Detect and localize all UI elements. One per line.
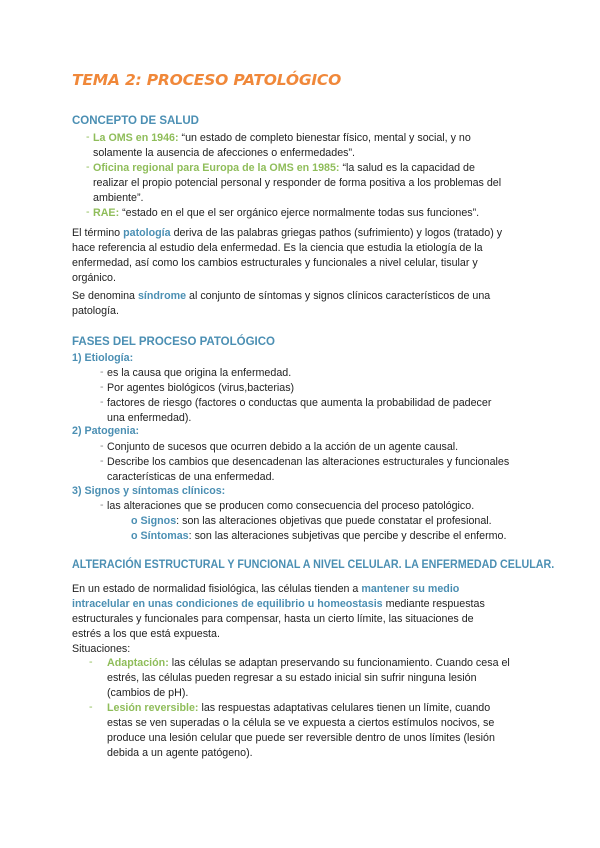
list-item: Por agentes biológicos (virus,bacterias) (107, 382, 295, 394)
list-item-oms-1946: La OMS en 1946: “un estado de completo bienestar físico, mental y social, y no solamente la ausencia de afecciones o enfermedades”. (93, 132, 471, 159)
list-item: Conjunto de sucesos que ocurren debido a la acción de un agente causal. (107, 441, 459, 453)
list-item: las alteraciones que se producen como consecuencia del proceso patológico. (107, 500, 475, 512)
subheading-etiologia: 1) Etiología: (72, 352, 134, 364)
list-dash: - (100, 381, 104, 393)
subheading-signos: 3) Signos y síntomas clínicos: (72, 485, 226, 497)
section-heading-alteracion: ALTERACIÓN ESTRUCTURAL Y FUNCIONAL A NIVEL CELULAR. LA ENFERMEDAD CELULAR. (72, 557, 555, 571)
list-item-adaptacion: Adaptación: las células se adaptan preservando su funcionamiento. Cuando cesa el estrés, las células pueden regresar a su estado inicial sin sufrir ninguna lesión (cambios de pH). (107, 657, 510, 699)
list-dash: - (89, 701, 93, 713)
list-dash: - (100, 499, 104, 511)
list-dash: - (100, 396, 104, 408)
page-title: TEMA 2: PROCESO PATOLÓGICO (72, 71, 342, 89)
section-heading-fases: FASES DEL PROCESO PATOLÓGICO (72, 336, 275, 348)
subheading-patogenia: 2) Patogenia: (72, 425, 140, 437)
list-dash: - (100, 440, 104, 452)
list-item: factores de riesgo (factores o conductas que aumenta la probabilidad de padecer una enfermedad). (107, 397, 492, 424)
sub-list-item-sintomas: o Síntomas: son las alteraciones subjetivas que percibe y describe el enfermo. (131, 530, 507, 542)
paragraph-sindrome: Se denomina síndrome al conjunto de síntomas y signos clínicos característicos de una patología. (72, 290, 491, 317)
paragraph-patologia: El término patología deriva de las palabras griegas pathos (sufrimiento) y logos (tratado) y hace referencia al estudio dela enfermedad. Es la ciencia que estudia la etiología de la enfermedad, así como los cambios estructurales y funcionales a nivel celular, tisular y orgánico. (72, 227, 503, 284)
section-heading-concepto: CONCEPTO DE SALUD (72, 115, 199, 127)
list-item-lesion-reversible: Lesión reversible: las respuestas adaptativas celulares tienen un límite, cuando estas se ven superadas o la célula se ve expuesta a ciertos estímulos nocivos, se produce una lesión celular que puede ser reversible dentro de unos límites (lesión debida a un agente patógeno). (107, 702, 495, 759)
list-dash: - (100, 366, 104, 378)
list-dash: - (86, 131, 90, 143)
paragraph-homeostasis: En un estado de normalidad fisiológica, las células tienden a mantener su medio intracelular en unas condiciones de equilibrio u homeostasis mediante respuestas estructurales y funcionales para compensar, hasta un cierto límite, las situaciones de estrés a los que está expuesta. Situaciones: (72, 583, 485, 655)
list-dash: - (86, 206, 90, 218)
list-item-rae: RAE: “estado en el que el ser orgánico ejerce normalmente todas sus funciones”. (93, 207, 480, 219)
list-dash: - (86, 161, 90, 173)
list-item: Describe los cambios que desencadenan las alteraciones estructurales y funcionales características de una enfermedad. (107, 456, 510, 483)
list-item-oms-1985: Oficina regional para Europa de la OMS en 1985: “la salud es la capacidad de realizar el propio potencial personal y responder de forma positiva a los problemas del ambiente”. (93, 162, 502, 204)
list-dash: - (100, 455, 104, 467)
list-dash: - (89, 656, 93, 668)
list-item: es la causa que origina la enfermedad. (107, 367, 292, 379)
sub-list-item-signos: o Signos: son las alteraciones objetivas que puede constatar el profesional. (131, 515, 492, 527)
